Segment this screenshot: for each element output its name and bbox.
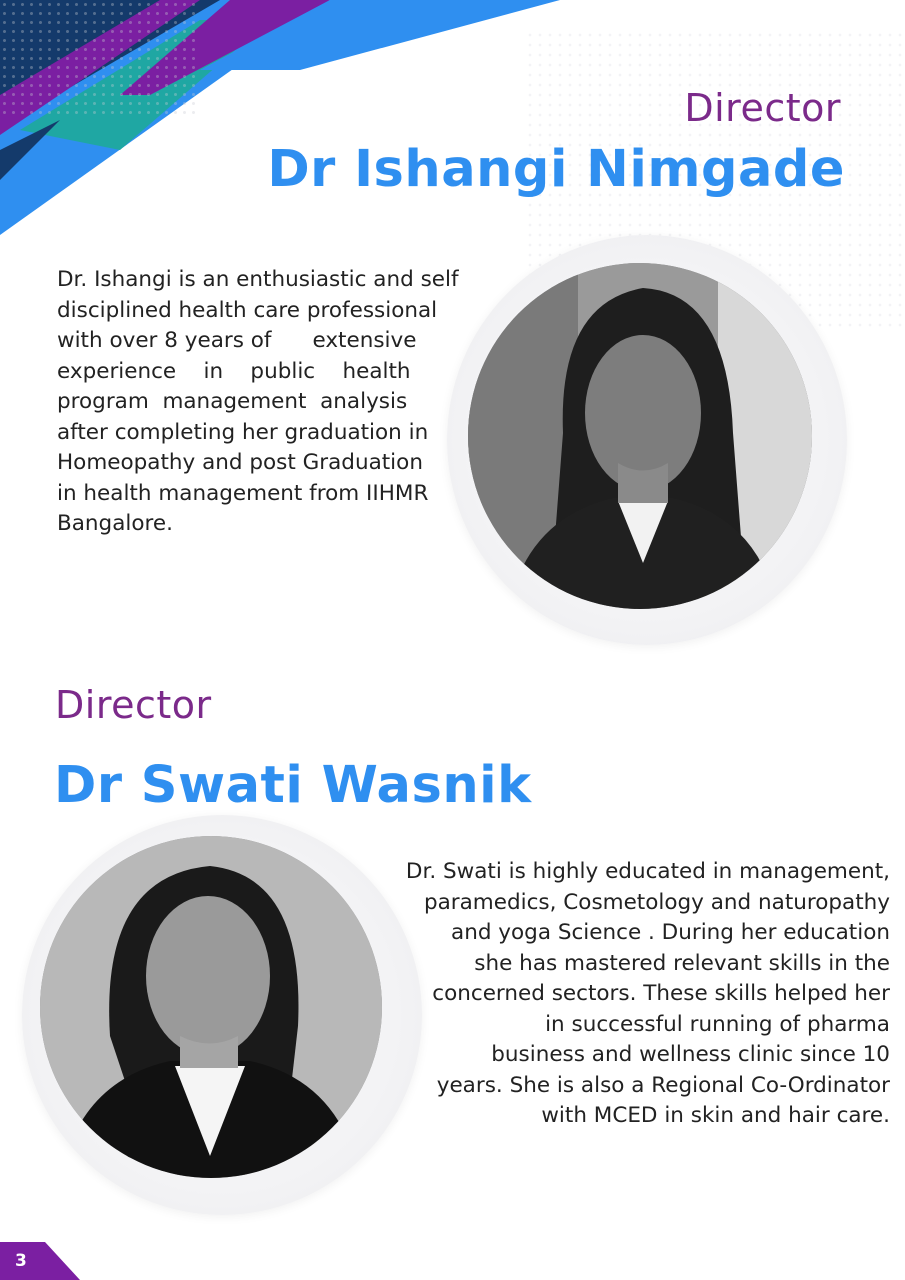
- bio-line: with over 8 years of extensive: [57, 328, 417, 353]
- bio-line: years. She is also a Regional Co-Ordinator: [436, 1072, 890, 1098]
- bio-line: in health management from IIHMR: [57, 480, 429, 506]
- bio-line: concerned sectors. These skills helped her: [432, 981, 890, 1006]
- bio-line: disciplined health care professional: [57, 297, 438, 323]
- page-number: 3: [15, 1251, 27, 1271]
- portrait-photo-icon: [40, 836, 382, 1178]
- bio-line: in successful running of pharma: [545, 1011, 890, 1037]
- page-number-tab: [0, 1242, 80, 1280]
- bio-line: program management analysis: [57, 389, 408, 414]
- portrait-photo-1: [468, 263, 812, 609]
- dot-pattern: [0, 0, 200, 120]
- bio-line: paramedics, Cosmetology and naturopathy: [423, 889, 890, 915]
- bio-line: after completing her graduation in: [57, 419, 429, 445]
- bio-text-1: [57, 265, 477, 540]
- bio-line: Dr. Swati is highly educated in management,: [405, 859, 890, 884]
- portrait-photo-icon: [468, 263, 812, 609]
- bio-line: experience in public health: [57, 358, 411, 384]
- person-name-2: Dr Swati Wasnik: [54, 756, 532, 815]
- role-title-2: Director: [55, 683, 212, 727]
- bio-text-2: [370, 857, 890, 1132]
- bio-line: Homeopathy and post Graduation: [57, 450, 423, 475]
- bio-line: with MCED in skin and hair care.: [541, 1103, 890, 1128]
- bio-line: business and wellness clinic since 10: [491, 1042, 890, 1067]
- bio-line: Dr. Ishangi is an enthusiastic and self: [57, 267, 459, 292]
- role-title-1: Director: [684, 86, 841, 130]
- bio-line: Bangalore.: [57, 511, 173, 536]
- person-name-1: Dr Ishangi Nimgade: [267, 140, 845, 199]
- bio-line: she has mastered relevant skills in the: [474, 950, 890, 976]
- bio-line: and yoga Science . During her education: [451, 920, 890, 945]
- portrait-photo-2: [40, 836, 382, 1178]
